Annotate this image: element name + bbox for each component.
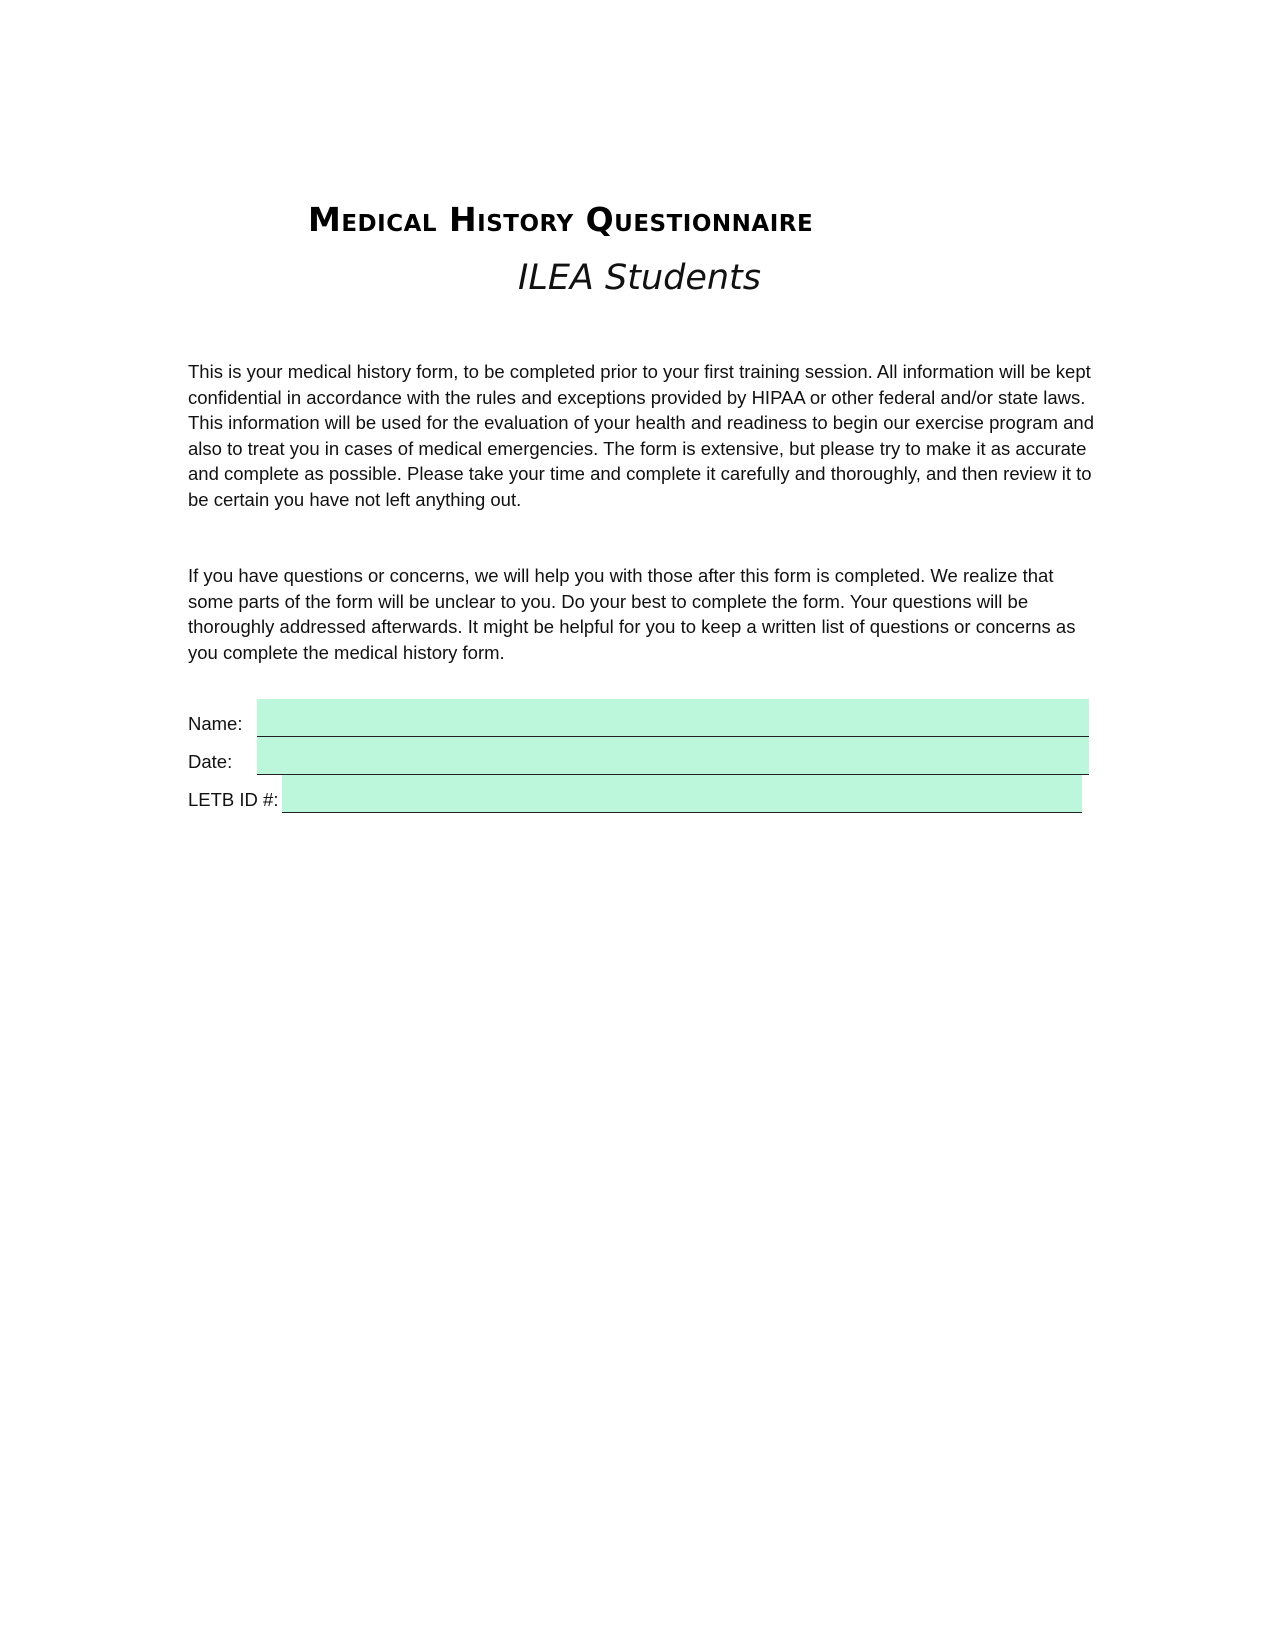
letb-id-label: LETB ID #: [188, 789, 279, 810]
date-field[interactable] [257, 737, 1089, 775]
document-title: Medical History Questionnaire [308, 200, 814, 239]
intro-paragraph: This is your medical history form, to be completed prior to your first training session. All information will be kept confidential in accordance with the rules and exceptions provided by HIPAA or other federal and/or state laws. This information will be used for the evaluation of your health and readiness to begin our exercise program and also to treat you in cases of medical emergencies. The form is extensive, but please try to make it as accurate and complete as possible. Please take your time and complete it carefully and thoroughly, and then review it to be certain you have not left anything out. [188, 361, 1094, 510]
document-subtitle: ILEA Students [518, 258, 762, 298]
name-label: Name: [188, 713, 243, 734]
name-field[interactable] [257, 699, 1089, 737]
date-label: Date: [188, 751, 233, 772]
letb-id-field[interactable] [282, 775, 1082, 813]
questions-paragraph: If you have questions or concerns, we will help you with those after this form is completed. We realize that some parts of the form will be unclear to you. Do your best to complete the form. Your questions will be thoroughly addressed afterwards. It might be helpful for you to keep a written list of questions or concerns as you complete the medical history form. [188, 565, 1076, 663]
